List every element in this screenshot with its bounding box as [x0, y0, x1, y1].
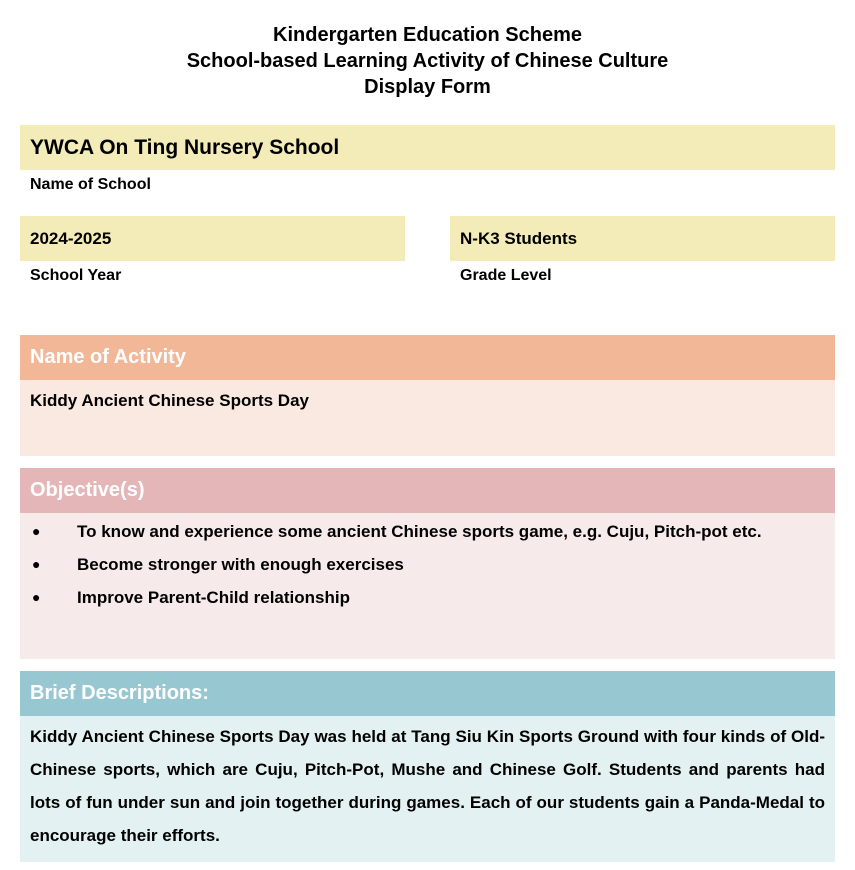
- school-year-field: [20, 216, 405, 261]
- activity-name: [20, 380, 835, 456]
- grade-level-label: Grade Level: [460, 267, 552, 284]
- objectives-list: [30, 515, 825, 614]
- objective-text: To know and experience some ancient Chinese sports game, e.g. Cuju, Pitch-pot etc.: [77, 522, 762, 541]
- bullet-icon: ●: [32, 589, 41, 605]
- description-body: [20, 716, 835, 862]
- description-section: [20, 671, 835, 862]
- objective-item: [30, 581, 825, 614]
- form-title: [0, 22, 855, 100]
- title-line-form: Display Form: [364, 76, 491, 98]
- school-year-label: School Year: [30, 267, 122, 284]
- grade-level-field: [450, 216, 835, 261]
- objectives-body: [20, 513, 835, 659]
- activity-section: [20, 335, 835, 456]
- grade-level-value: N-K3 Students: [460, 228, 578, 248]
- objective-item: [30, 548, 825, 581]
- school-year-value: 2024-2025: [30, 228, 112, 248]
- objective-text: Become stronger with enough exercises: [77, 555, 404, 574]
- objectives-section: [20, 468, 835, 659]
- bullet-icon: ●: [32, 523, 41, 539]
- activity-name-value: Kiddy Ancient Chinese Sports Day: [30, 391, 309, 410]
- title-line-activity: School-based Learning Activity of Chinese Culture: [186, 50, 669, 72]
- title-line-scheme: Kindergarten Education Scheme: [273, 24, 582, 46]
- objective-text: Improve Parent-Child relationship: [77, 588, 350, 607]
- activity-heading: Name of Activity: [20, 335, 835, 380]
- school-name-field: [20, 125, 835, 170]
- school-name-value: YWCA On Ting Nursery School: [30, 135, 340, 159]
- bullet-icon: ●: [32, 556, 41, 572]
- description-text: Kiddy Ancient Chinese Sports Day was held at Tang Siu Kin Sports Ground with four kinds of Old-Chinese sports, which are Cuju, Pitch-Pot, Mushe and Chinese Golf. Students and parents had lots of fun under sun and join together during games. Each of our students gain a Panda-Medal to encourage their efforts.: [30, 727, 825, 845]
- objectives-heading: Objective(s): [20, 468, 835, 513]
- objective-item: [30, 515, 825, 548]
- description-heading: Brief Descriptions:: [20, 671, 835, 716]
- school-name-label: Name of School: [30, 176, 151, 193]
